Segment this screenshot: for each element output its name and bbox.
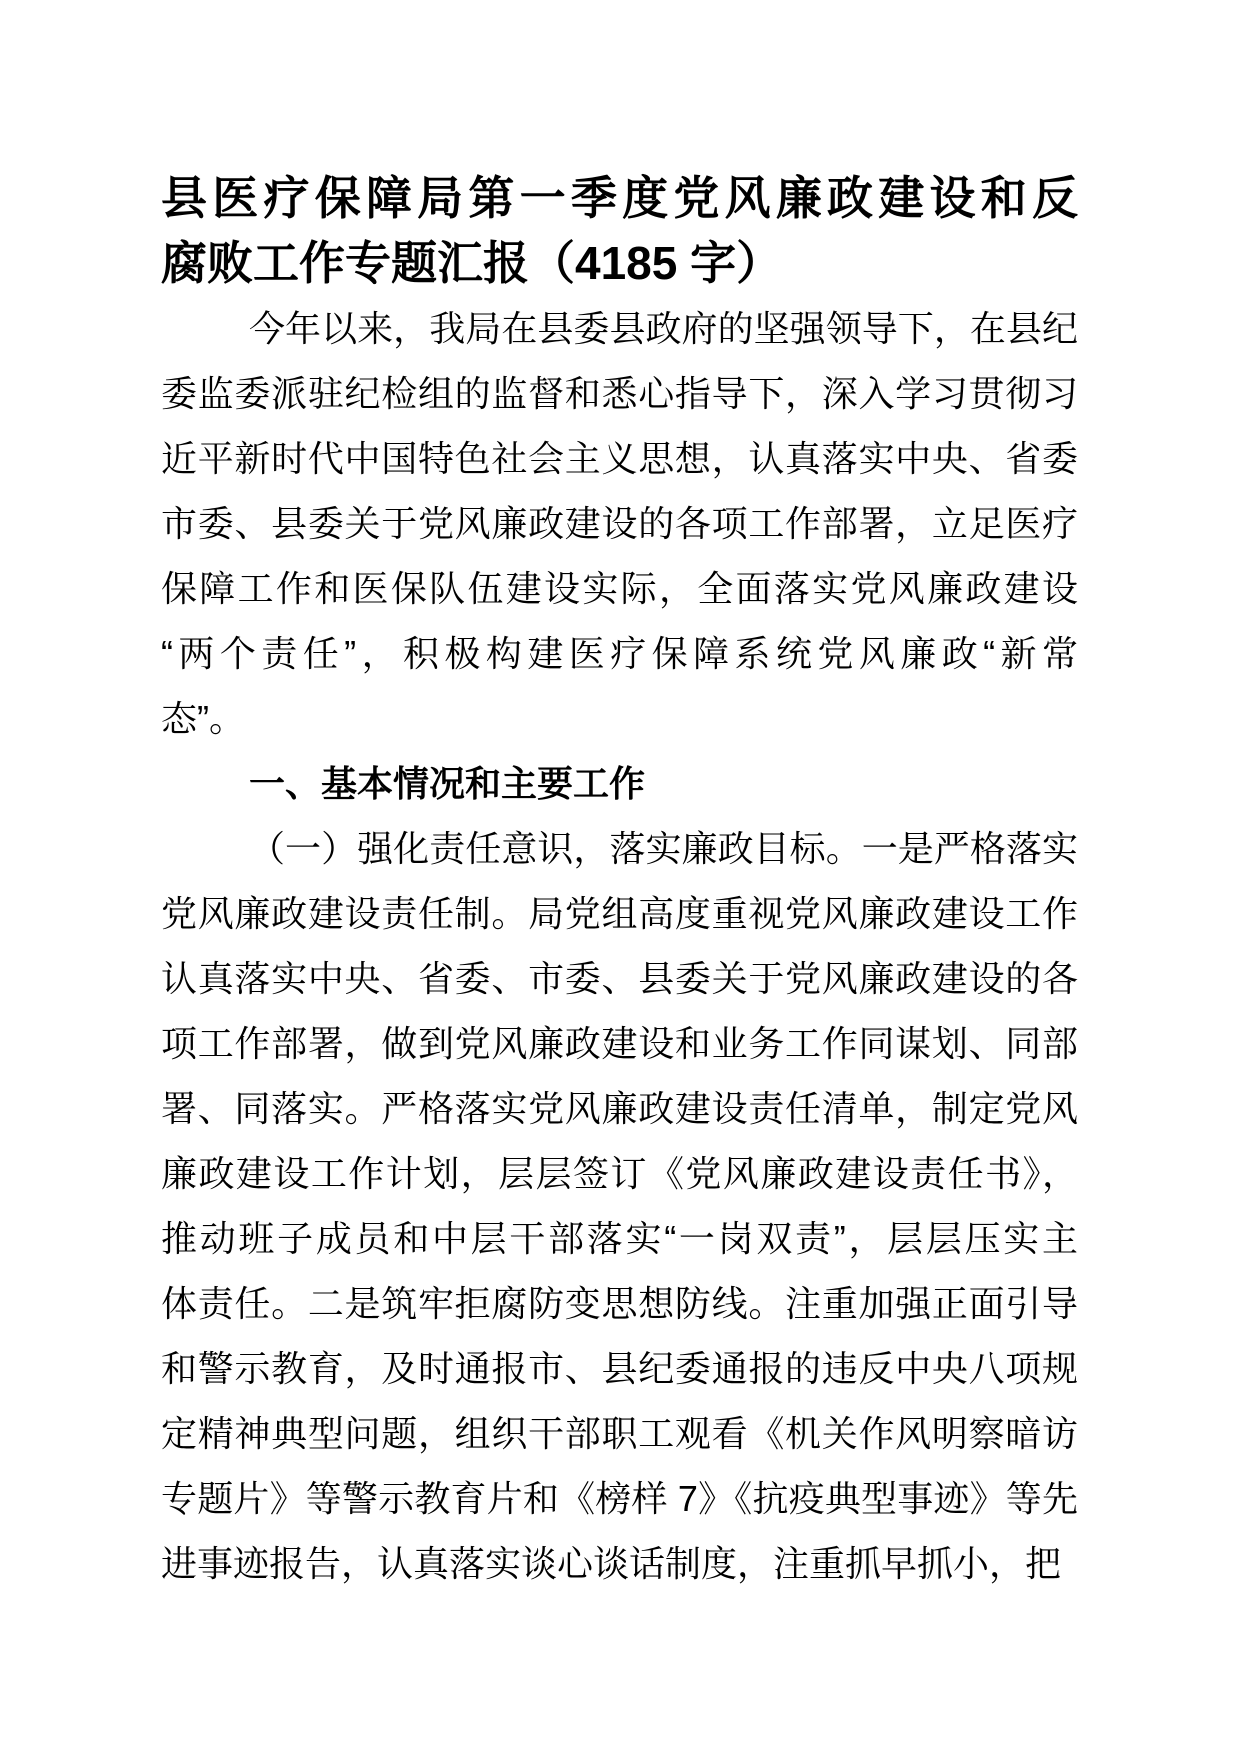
- title-line-1: 县医疗保障局第一季度党风廉政建设和反: [161, 172, 1078, 224]
- body-line: 态”。: [161, 698, 245, 739]
- body-line: 保障工作和医保队伍建设实际，全面落实党风廉政建设: [161, 568, 1078, 609]
- body-line: 署、同落实。严格落实党风廉政建设责任清单，制定党风: [161, 1088, 1078, 1129]
- section-one-paragraph: [161, 816, 1078, 1596]
- body-line: 近平新时代中国特色社会主义思想，认真落实中央、省委: [161, 438, 1078, 479]
- intro-paragraph: [161, 296, 1078, 751]
- body-line: 今年以来，我局在县委县政府的坚强领导下，在县纪: [249, 308, 1078, 349]
- body-line: 廉政建设工作计划，层层签订《党风廉政建设责任书》，: [161, 1153, 1078, 1194]
- body-line: 专题片》等警示教育片和《榜样 7》《抗疫典型事迹》等先: [161, 1478, 1078, 1519]
- body-line: 项工作部署，做到党风廉政建设和业务工作同谋划、同部: [161, 1023, 1078, 1064]
- body-line: 委监委派驻纪检组的监督和悉心指导下，深入学习贯彻习: [161, 373, 1078, 414]
- body-line: “两个责任”，积极构建医疗保障系统党风廉政“新常: [161, 633, 1078, 674]
- document-content: [161, 166, 1078, 1596]
- body-line: 定精神典型问题，组织干部职工观看《机关作风明察暗访: [161, 1413, 1078, 1454]
- body-line: （一）强化责任意识，落实廉政目标。一是严格落实: [249, 828, 1078, 869]
- body-line: 认真落实中央、省委、市委、县委关于党风廉政建设的各: [161, 958, 1078, 999]
- body-line: 党风廉政建设责任制。局党组高度重视党风廉政建设工作: [161, 893, 1078, 934]
- body-line: 和警示教育，及时通报市、县纪委通报的违反中央八项规: [161, 1348, 1078, 1389]
- document-title: [161, 166, 1078, 296]
- body-line: 体责任。二是筑牢拒腐防变思想防线。注重加强正面引导: [161, 1283, 1078, 1324]
- title-line-2: 腐败工作专题汇报（4185 字）: [161, 237, 783, 289]
- section-one-heading: 一、基本情况和主要工作: [249, 763, 646, 804]
- body-line: 推动班子成员和中层干部落实“一岗双责”，层层压实主: [161, 1218, 1078, 1259]
- body-line: 市委、县委关于党风廉政建设的各项工作部署，立足医疗: [161, 503, 1078, 544]
- body-line: 进事迹报告，认真落实谈心谈话制度，注重抓早抓小，把: [161, 1543, 1062, 1584]
